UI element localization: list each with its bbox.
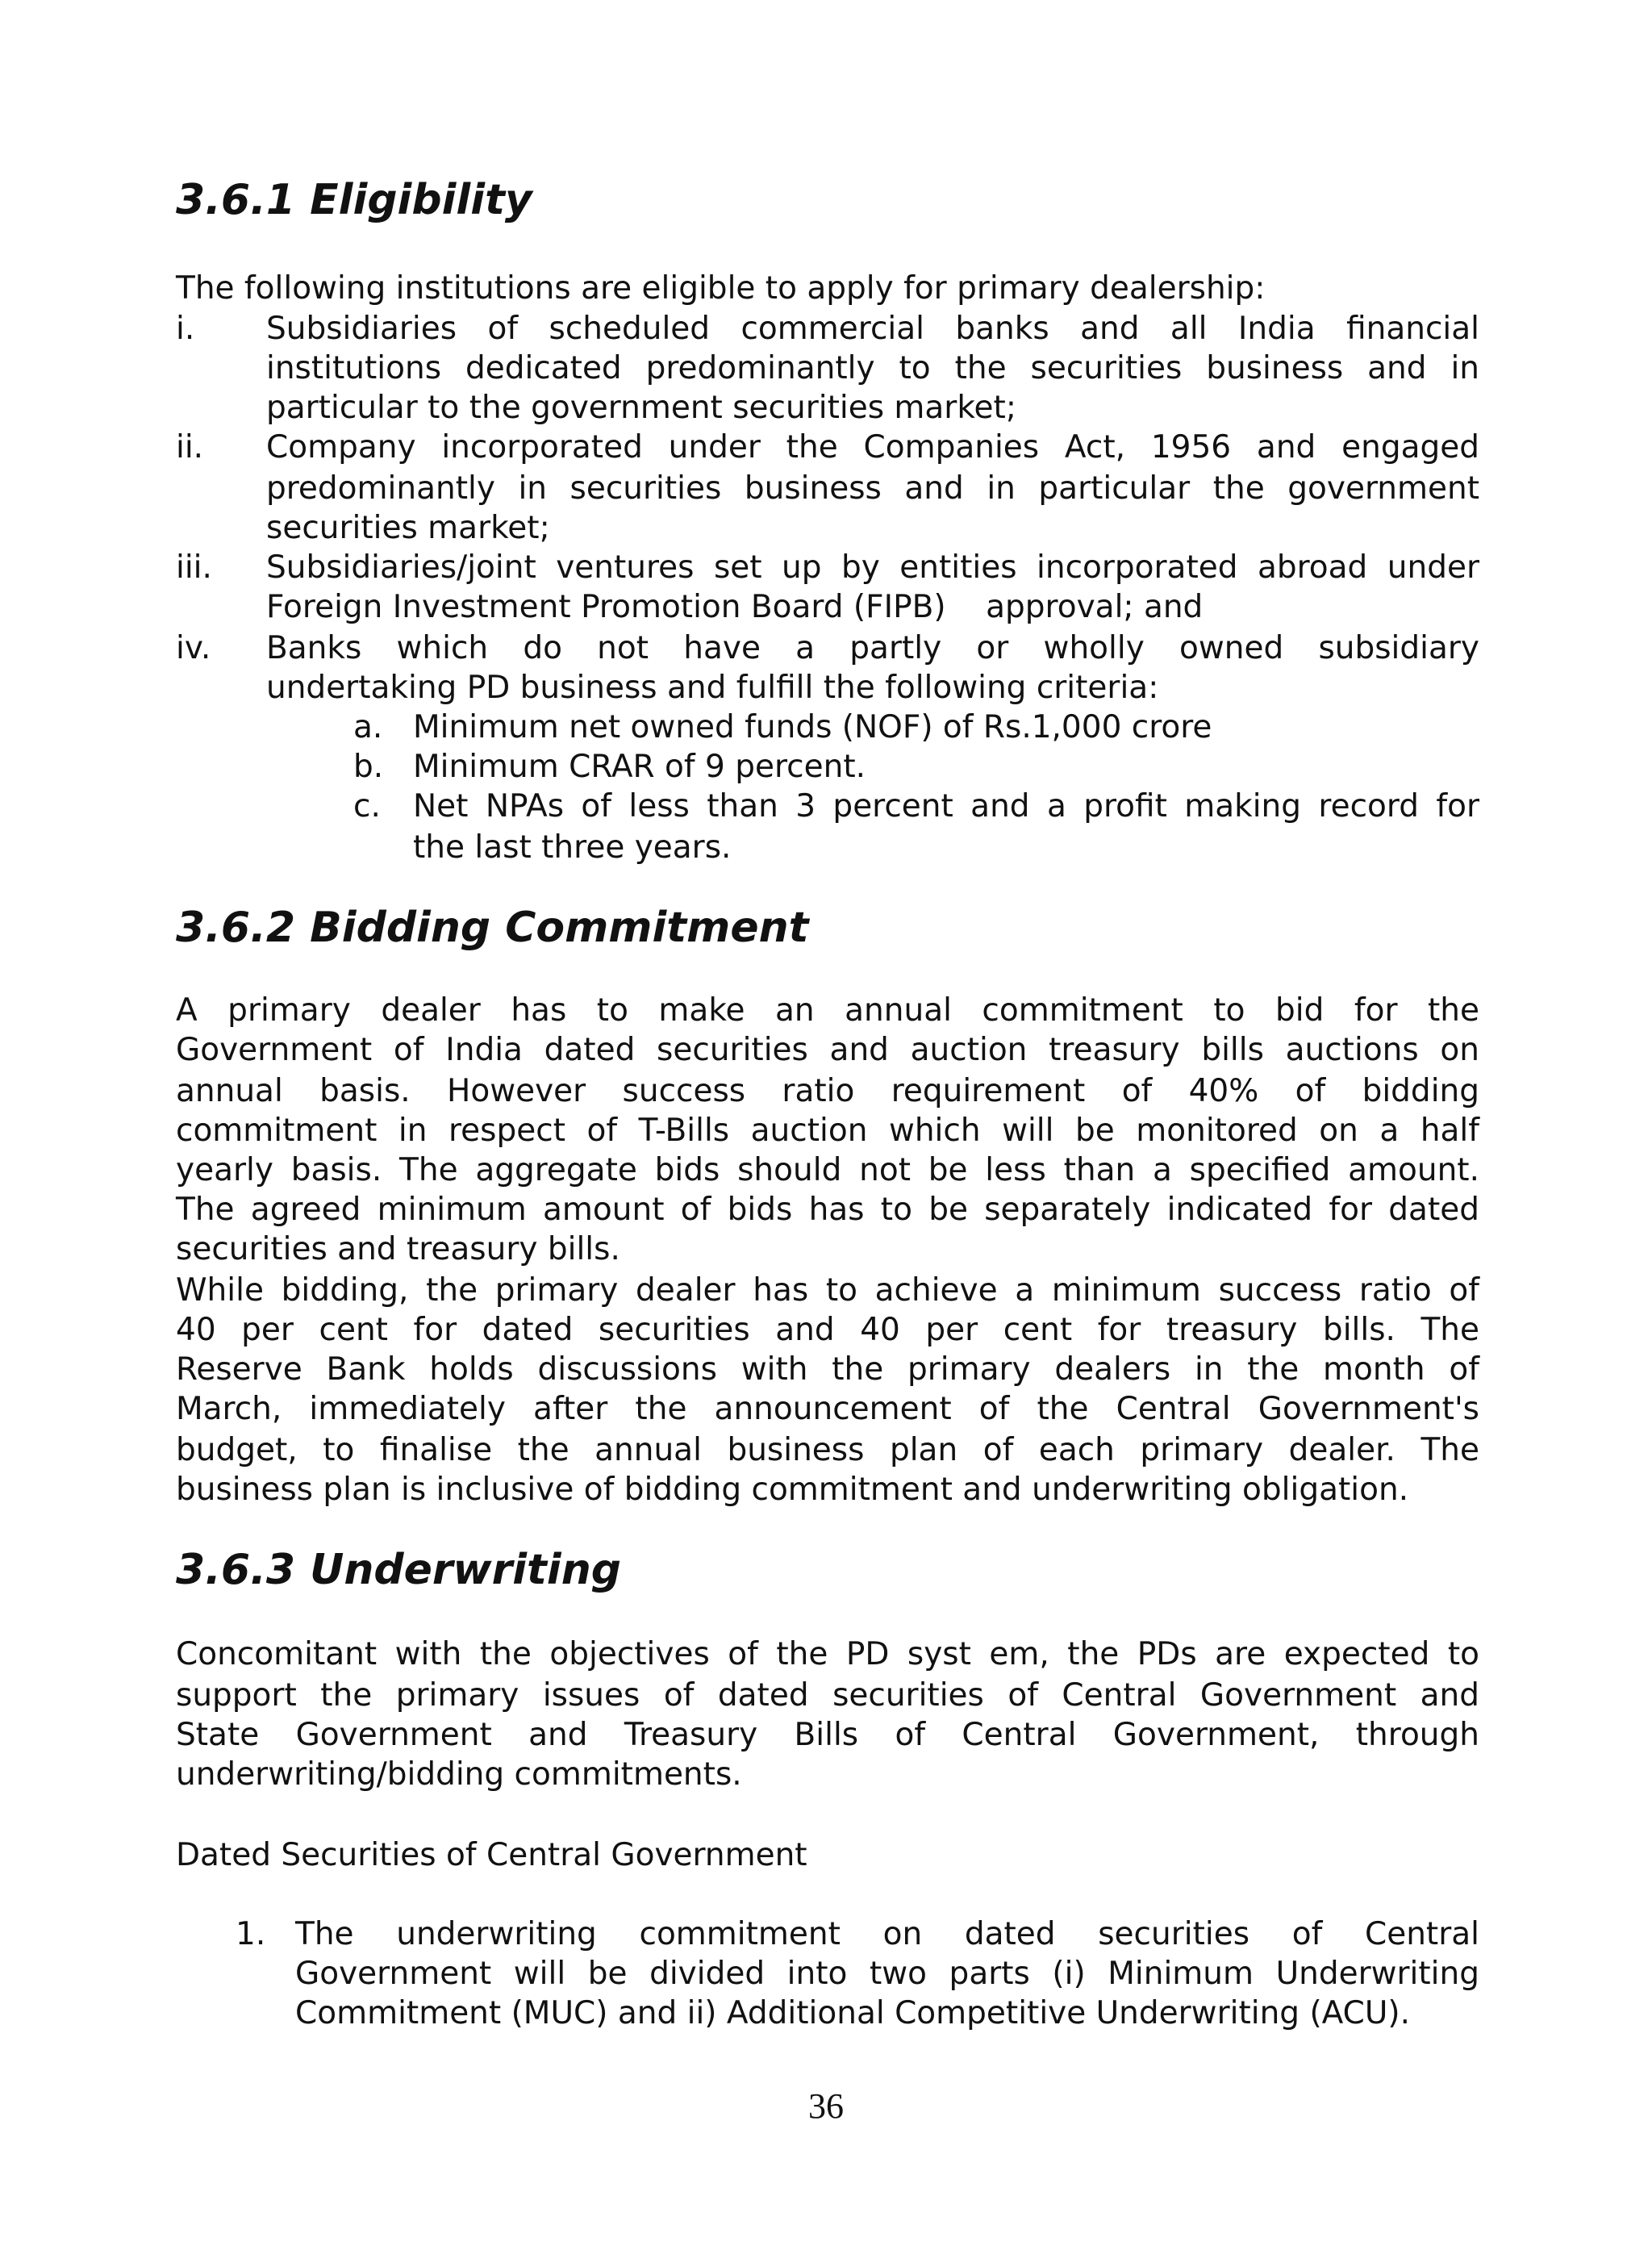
list-item-line: predominantly in securities business and in particular the government <box>266 470 1479 507</box>
eligibility-intro: The following institutions are eligible to apply for primary dealership: <box>176 270 1266 307</box>
list-item-line: Company incorporated under the Companies Act, 1956 and engaged <box>266 429 1479 466</box>
paragraph-line: yearly basis. The aggregate bids should not be less than a specified amount. <box>176 1152 1479 1188</box>
list-item-line: Banks which do not have a partly or wholly owned subsidiary <box>266 630 1479 666</box>
paragraph-line: 40 per cent for dated securities and 40 per cent for treasury bills. The <box>176 1312 1479 1348</box>
page-number: 36 <box>808 2086 844 2126</box>
paragraph-line: commitment in respect of T-Bills auction which will be monitored on a half <box>176 1113 1479 1149</box>
paragraph-line: Reserve Bank holds discussions with the primary dealers in the month of <box>176 1351 1479 1388</box>
list-item-number: 1. <box>236 1916 266 1952</box>
list-item-line: Commitment (MUC) and ii) Additional Competitive Underwriting (ACU). <box>295 1995 1411 2031</box>
paragraph-line: support the primary issues of dated securities of Central Government and <box>176 1677 1479 1714</box>
paragraph-line: The agreed minimum amount of bids has to be separately indicated for dated <box>176 1192 1479 1228</box>
section-heading-bidding-commitment: 3.6.2 Bidding Commitment <box>176 904 809 952</box>
paragraph-line: budget, to finalise the annual business plan of each primary dealer. The <box>176 1432 1479 1468</box>
list-item-line: undertaking PD business and fulfill the following criteria: <box>266 670 1159 706</box>
list-item-number: iii. <box>176 549 212 586</box>
paragraph-line: business plan is inclusive of bidding commitment and underwriting obligation. <box>176 1472 1409 1508</box>
list-item-line: institutions dedicated predominantly to the securities business and in <box>266 350 1479 386</box>
paragraph-line: securities and treasury bills. <box>176 1231 620 1267</box>
paragraph-line: While bidding, the primary dealer has to achieve a minimum success ratio of <box>176 1272 1479 1309</box>
list-item-line: The underwriting commitment on dated securities of Central <box>295 1916 1479 1952</box>
sublist-item-line: Minimum CRAR of 9 percent. <box>413 749 866 785</box>
subheading-dated-securities: Dated Securities of Central Government <box>176 1837 807 1873</box>
paragraph-line: Concomitant with the objectives of the PD syst em, the PDs are expected to <box>176 1636 1479 1672</box>
list-item-line: Subsidiaries/joint ventures set up by entities incorporated abroad under <box>266 549 1479 586</box>
paragraph-line: State Government and Treasury Bills of Central Government, through <box>176 1717 1479 1753</box>
list-item-line: Foreign Investment Promotion Board (FIPB) approval; and <box>266 589 1204 625</box>
section-heading-eligibility: 3.6.1 Eligibility <box>176 176 532 224</box>
sublist-item-line: Minimum net owned funds (NOF) of Rs.1,000 crore <box>413 709 1212 745</box>
list-item-line: Subsidiaries of scheduled commercial banks and all India financial <box>266 311 1479 347</box>
list-item-number: i. <box>176 311 195 347</box>
sublist-item-letter: a. <box>353 709 383 745</box>
paragraph-line: March, immediately after the announcement of the Central Government's <box>176 1391 1479 1427</box>
list-item-line: particular to the government securities market; <box>266 390 1016 426</box>
sublist-item-letter: b. <box>353 749 384 785</box>
paragraph-line: A primary dealer has to make an annual commitment to bid for the <box>176 992 1479 1029</box>
sublist-item-line: Net NPAs of less than 3 percent and a profit making record for <box>413 788 1479 825</box>
list-item-number: iv. <box>176 630 211 666</box>
paragraph-line: Government of India dated securities and auction treasury bills auctions on <box>176 1032 1479 1068</box>
paragraph-line: underwriting/bidding commitments. <box>176 1756 742 1793</box>
section-heading-underwriting: 3.6.3 Underwriting <box>176 1546 621 1594</box>
list-item-line: securities market; <box>266 510 550 546</box>
paragraph-line: annual basis. However success ratio requirement of 40% of bidding <box>176 1073 1479 1109</box>
list-item-line: Government will be divided into two parts (i) Minimum Underwriting <box>295 1956 1479 1992</box>
sublist-item-letter: c. <box>353 788 381 825</box>
list-item-number: ii. <box>176 429 204 466</box>
sublist-item-line: the last three years. <box>413 829 732 866</box>
